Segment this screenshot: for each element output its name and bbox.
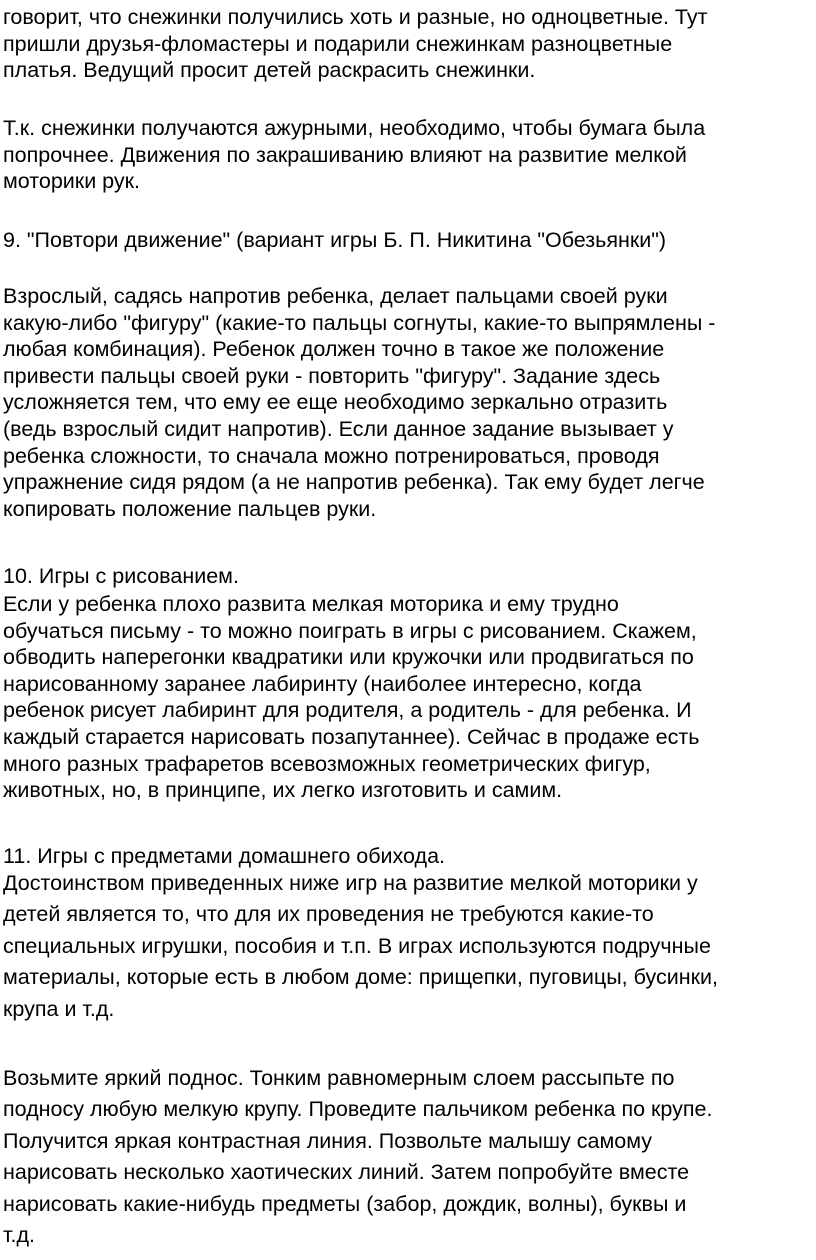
text-line: моторики рук.: [3, 169, 141, 194]
section-heading-10: [3, 563, 813, 590]
text-line: нарисовать несколько хаотических линий. Затем попробуйте вместе: [3, 1160, 690, 1185]
paragraph-household-games: [3, 868, 813, 1025]
paragraph-snowflakes-colors: [3, 4, 813, 84]
text-line: материалы, которые есть в любом доме: прищепки, пуговицы, бусинки,: [3, 965, 719, 990]
text-line: ребенка сложности, то сначала можно потренироваться, проводя: [3, 443, 660, 468]
text-line: привести пальцы своей руки - повторить "фигуру". Задание здесь: [3, 363, 661, 388]
text-line: Получится яркая контрастная линия. Позвольте малышу самому: [3, 1128, 652, 1153]
text-line: ребенок рисует лабиринт для родителя, а родитель - для ребенка. И: [3, 698, 692, 723]
text-line: какую-либо "фигуру" (какие-то пальцы согнуты, какие-то выпрямлены -: [3, 310, 716, 335]
text-line: много разных трафаретов всевозможных геометрических фигур,: [3, 751, 651, 776]
text-line: детей является то, что для их проведения не требуются какие-то: [3, 902, 654, 927]
text-line: обучаться письму - то можно поиграть в игры с рисованием. Скажем,: [3, 618, 697, 643]
text-line: нарисованному заранее лабиринту (наиболее интересно, когда: [3, 671, 642, 696]
text-line: пришли друзья-фломастеры и подарили снежинкам разноцветные: [3, 31, 673, 56]
text-line: говорит, что снежинки получились хоть и разные, но одноцветные. Тут: [3, 5, 708, 29]
text-line: Если у ребенка плохо развита мелкая моторика и ему трудно: [3, 592, 619, 616]
text-line: обводить наперегонки квадратики или кружочки или продвигаться по: [3, 645, 694, 670]
paragraph-drawing-games: [3, 591, 813, 804]
paragraph-paper-note: [3, 115, 813, 195]
text-line: нарисовать какие-нибудь предметы (забор, дождик, волны), буквы и: [3, 1191, 687, 1216]
heading-line: 11. Игры с предметами домашнего обихода.: [3, 844, 446, 868]
paragraph-tray-groats: [3, 1063, 813, 1251]
text-line: Т.к. снежинки получаются ажурными, необходимо, чтобы бумага была: [3, 116, 706, 140]
text-line: Возьмите яркий поднос. Тонким равномерным слоем рассыпьте по: [3, 1066, 675, 1090]
text-line: любая комбинация). Ребенок должен точно в такое же положение: [3, 337, 665, 362]
paragraph-repeat-movement: [3, 283, 813, 522]
text-line: упражнение сидя рядом (а не напротив ребенка). Так ему будет легче: [3, 470, 705, 495]
text-line: т.д.: [3, 1223, 35, 1248]
text-line: каждый старается нарисовать позапутаннее). Сейчас в продаже есть: [3, 724, 700, 749]
heading-line: 10. Игры с рисованием.: [3, 564, 239, 588]
text-line: платья. Ведущий просит детей раскрасить снежинки.: [3, 58, 536, 83]
section-heading-11: [3, 843, 813, 870]
text-line: копировать положение пальцев руки.: [3, 496, 377, 521]
text-line: крупа и т.д.: [3, 996, 115, 1021]
text-line: Взрослый, садясь напротив ребенка, делает пальцами своей руки: [3, 284, 668, 308]
text-line: (ведь взрослый сидит напротив). Если данное задание вызывает у: [3, 416, 674, 441]
text-line: попрочнее. Движения по закрашиванию влияют на развитие мелкой: [3, 142, 687, 167]
heading-line: 9. "Повтори движение" (вариант игры Б. П. Никитина "Обезьянки"): [3, 228, 667, 252]
section-heading-9: [3, 227, 813, 254]
text-line: животных, но, в принципе, их легко изготовить и самим.: [3, 778, 563, 803]
text-line: специальных игрушки, пособия и т.п. В играх используются подручные: [3, 933, 711, 958]
text-line: подносу любую мелкую крупу. Проведите пальчиком ребенка по крупе.: [3, 1097, 713, 1122]
text-line: усложняется тем, что ему ее еще необходимо зеркально отразить: [3, 390, 668, 415]
text-line: Достоинством приведенных ниже игр на развитие мелкой моторики у: [3, 871, 698, 895]
